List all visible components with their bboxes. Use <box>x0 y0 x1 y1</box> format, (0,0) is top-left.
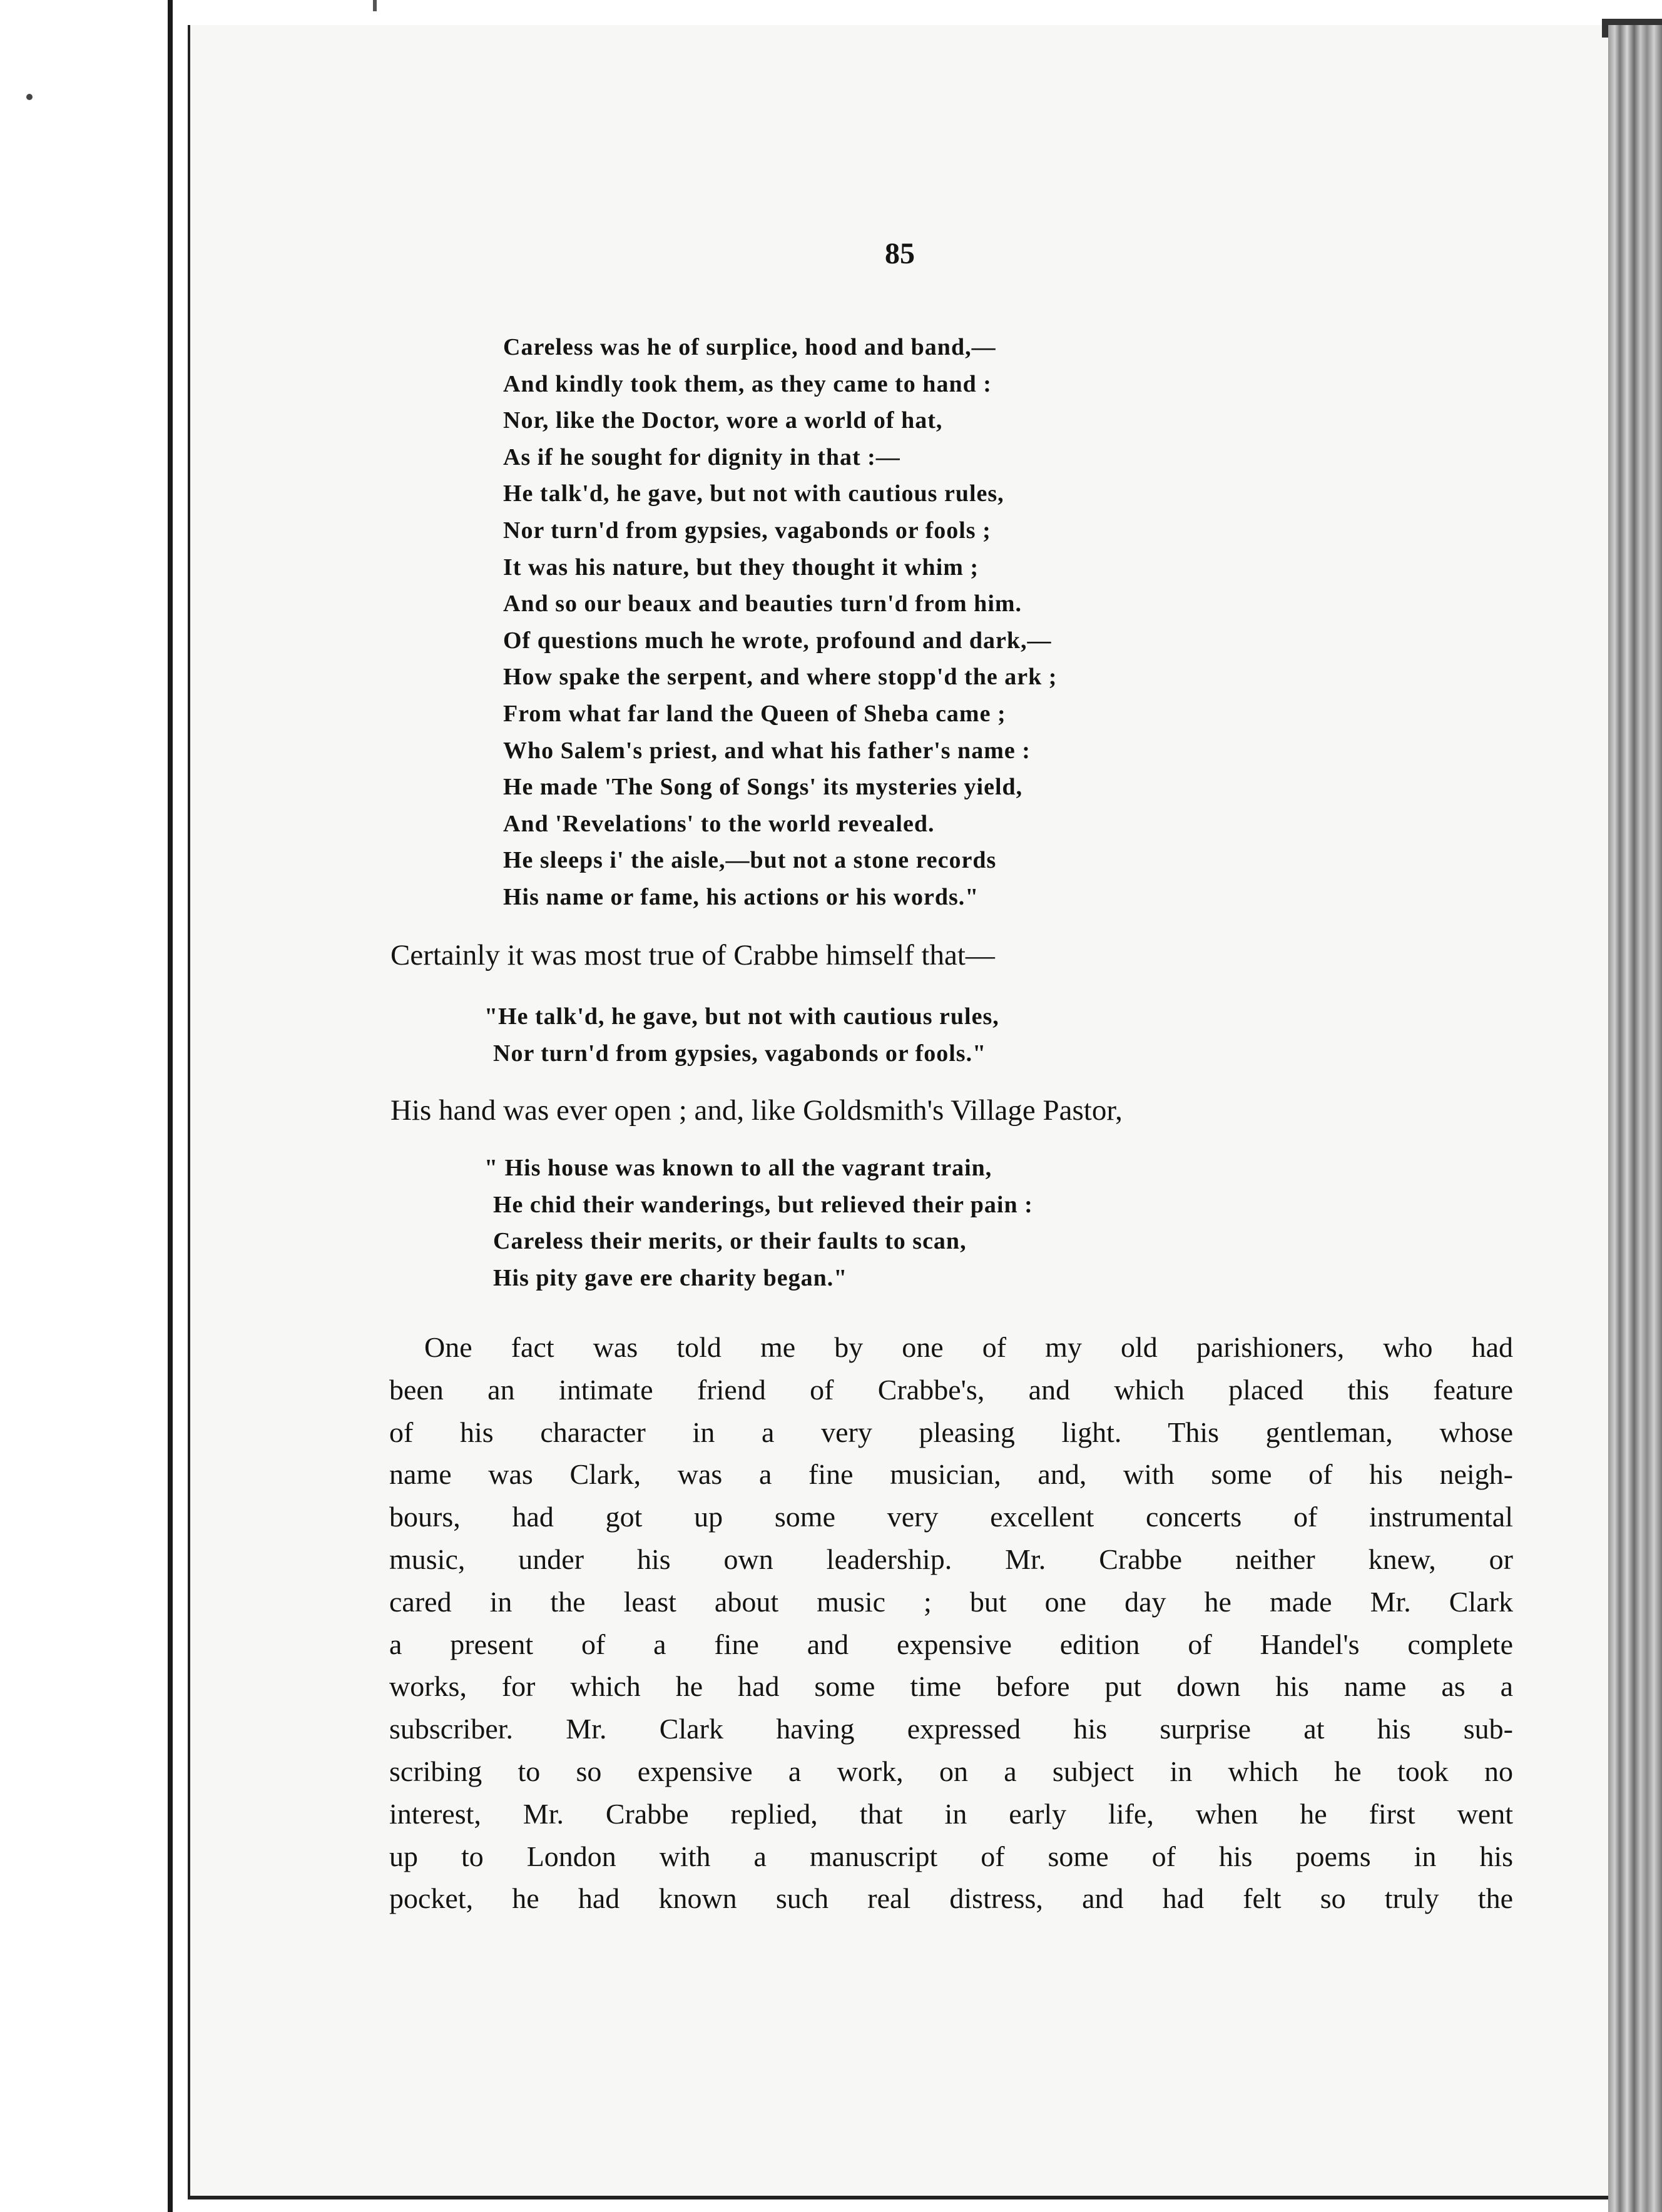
verse-line: Nor, like the Doctor, wore a world of hat, <box>503 407 943 434</box>
book-page-edges <box>1608 25 1662 2212</box>
page-number: 85 <box>885 237 915 270</box>
paragraph-line: subscriber. Mr. Clark having expressed his surprise at his sub- <box>389 1713 1513 1745</box>
verse-line: How spake the serpent, and where stopp'd the ark ; <box>503 664 1058 691</box>
scan-speck <box>26 94 33 100</box>
prose-line-crabbe: Certainly it was most true of Crabbe himself that— <box>390 939 995 972</box>
paragraph-line: been an intimate friend of Crabbe's, and which placed this feature <box>389 1373 1513 1406</box>
verse-line: Who Salem's priest, and what his father's name : <box>503 737 1031 764</box>
verse-line: As if he sought for dignity in that :— <box>503 444 900 470</box>
paragraph-clark <box>389 1326 1513 1920</box>
verse-line: And so our beaux and beauties turn'd from him. <box>503 591 1022 617</box>
verse-line: "He talk'd, he gave, but not with cautious rules, <box>484 1003 999 1030</box>
paragraph-line: bours, had got up some very excellent concerts of instrumental <box>389 1501 1513 1533</box>
scan-mark <box>373 0 377 11</box>
verse-line: Nor turn'd from gypsies, vagabonds or fools ; <box>503 517 991 544</box>
verse-main <box>503 329 1057 916</box>
paragraph-line: music, under his own leadership. Mr. Crabbe neither knew, or <box>389 1543 1513 1575</box>
book-page <box>188 25 1611 2199</box>
verse-line: Nor turn'd from gypsies, vagabonds or fools." <box>493 1040 987 1067</box>
paragraph-line: a present of a fine and expensive edition of Handel's complete <box>389 1628 1513 1660</box>
verse-line: Careless was he of surplice, hood and band,— <box>503 334 996 360</box>
verse-line: He chid their wanderings, but relieved their pain : <box>493 1191 1033 1218</box>
paragraph-line: works, for which he had some time before put down his name as a <box>389 1670 1513 1703</box>
prose-line-pastor: His hand was ever open ; and, like Goldsmith's Village Pastor, <box>390 1094 1123 1127</box>
verse-line: His name or fame, his actions or his words." <box>503 883 979 910</box>
verse-line: He made 'The Song of Songs' its mysteries yield, <box>503 774 1023 801</box>
paragraph-line: name was Clark, was a fine musician, and, with some of his neigh- <box>389 1458 1513 1491</box>
verse-line: From what far land the Queen of Sheba came ; <box>503 700 1006 727</box>
verse-line: It was his nature, but they thought it whim ; <box>503 554 979 581</box>
paragraph-line: cared in the least about music ; but one day he made Mr. Clark <box>389 1585 1513 1618</box>
verse-line: And 'Revelations' to the world revealed. <box>503 810 935 837</box>
facing-page-edge <box>168 0 173 2212</box>
verse-line: Careless their merits, or their faults to scan, <box>493 1228 967 1255</box>
paragraph-line: pocket, he had known such real distress, and had felt so truly the <box>389 1882 1513 1915</box>
paragraph-line: of his character in a very pleasing light. This gentleman, whose <box>389 1416 1513 1448</box>
verse-line: " His house was known to all the vagrant train, <box>484 1155 992 1181</box>
verse-line: His pity gave ere charity began." <box>493 1264 848 1291</box>
verse-line: He sleeps i' the aisle,—but not a stone records <box>503 847 997 874</box>
paragraph-line: One fact was told me by one of my old parishioners, who had <box>424 1331 1513 1363</box>
verse-line: And kindly took them, as they came to hand : <box>503 370 992 397</box>
verse-quote-2 <box>484 1150 1033 1296</box>
paragraph-line: up to London with a manuscript of some of his poems in his <box>389 1840 1513 1872</box>
verse-line: He talk'd, he gave, but not with cautious rules, <box>503 480 1004 507</box>
verse-line: Of questions much he wrote, profound and dark,— <box>503 627 1052 654</box>
verse-quote-1 <box>484 998 999 1072</box>
paragraph-line: interest, Mr. Crabbe replied, that in early life, when he first went <box>389 1797 1513 1830</box>
paragraph-line: scribing to so expensive a work, on a subject in which he took no <box>389 1755 1513 1787</box>
